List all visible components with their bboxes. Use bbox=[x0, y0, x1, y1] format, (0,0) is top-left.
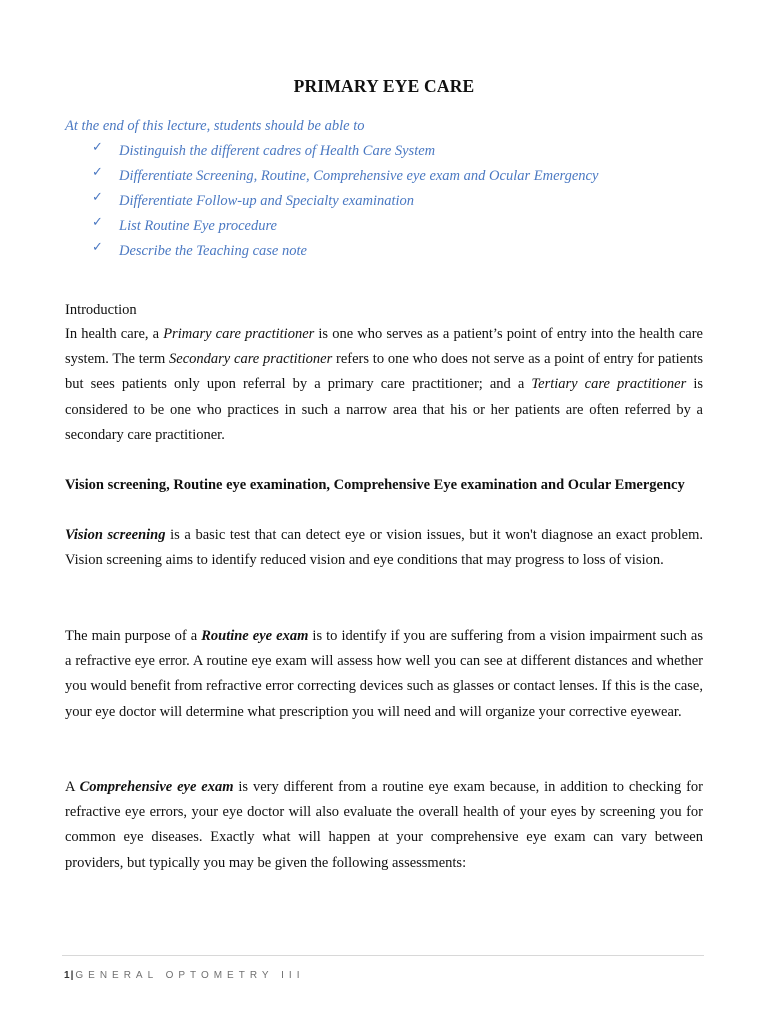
footer-separator: | bbox=[70, 970, 74, 981]
introduction-heading: Introduction bbox=[65, 302, 137, 318]
checkmark-icon: ✓ bbox=[92, 189, 103, 204]
section-heading: Vision screening, Routine eye examination, Comprehensive Eye examination and Ocular Emergency bbox=[65, 477, 685, 493]
objectives-intro: At the end of this lecture, students should be able to bbox=[65, 118, 365, 134]
page-number: 1 bbox=[64, 970, 70, 981]
objective-item: ✓ List Routine Eye procedure bbox=[92, 214, 277, 234]
checkmark-icon: ✓ bbox=[92, 214, 103, 229]
learning-objectives bbox=[65, 116, 703, 261]
checkmark-icon: ✓ bbox=[92, 239, 103, 254]
objective-item: ✓ Describe the Teaching case note bbox=[92, 239, 307, 259]
document-title: PRIMARY EYE CARE bbox=[293, 76, 475, 96]
vision-screening-paragraph: Vision screening is a basic test that can detect eye or vision issues, but it won't diagnose an exact problem. Vision screening aims to identify reduced vision and eye conditions that may progress to loss of vision. bbox=[65, 527, 703, 569]
page-footer bbox=[64, 970, 304, 981]
objectives-list bbox=[65, 136, 703, 261]
objective-item: ✓ Distinguish the different cadres of Health Care System bbox=[92, 139, 436, 159]
footer-divider bbox=[62, 955, 704, 956]
course-name: GENERAL OPTOMETRY III bbox=[75, 970, 305, 981]
objective-item: ✓ Differentiate Follow-up and Specialty examination bbox=[92, 189, 415, 209]
checkmark-icon: ✓ bbox=[92, 164, 103, 179]
routine-exam-paragraph: The main purpose of a Routine eye exam is to identify if you are suffering from a vision impairment such as a refractive eye error. A routine eye exam will assess how well you can see at different distances and whether you would benefit from refractive error correcting devices such as glasses or contact lenses. If this is the case, your eye doctor will determine what prescription you will need and will organize your corrective eyewear. bbox=[65, 628, 703, 720]
objective-item: ✓ Differentiate Screening, Routine, Comprehensive eye exam and Ocular Emergency bbox=[92, 164, 599, 184]
introduction-paragraph: In health care, a Primary care practitioner is one who serves as a patient’s point of entry into the health care system. The term Secondary care practitioner refers to one who does not serve as a point of entry for patients but sees patients only upon referral by a primary care practitioner; and a Tertiary care practitioner is considered to be one who practices in such a narrow area that his or her patients are often referred by a secondary care practitioner. bbox=[65, 326, 704, 443]
comprehensive-exam-paragraph: A Comprehensive eye exam is very different from a routine eye exam because, in addition to checking for refractive eye errors, your eye doctor will also evaluate the overall health of your eyes by screening you for common eye diseases. Exactly what will happen at your comprehensive eye exam can vary between providers, but typically you may be given the following assessments: bbox=[65, 779, 704, 871]
checkmark-icon: ✓ bbox=[92, 139, 103, 154]
